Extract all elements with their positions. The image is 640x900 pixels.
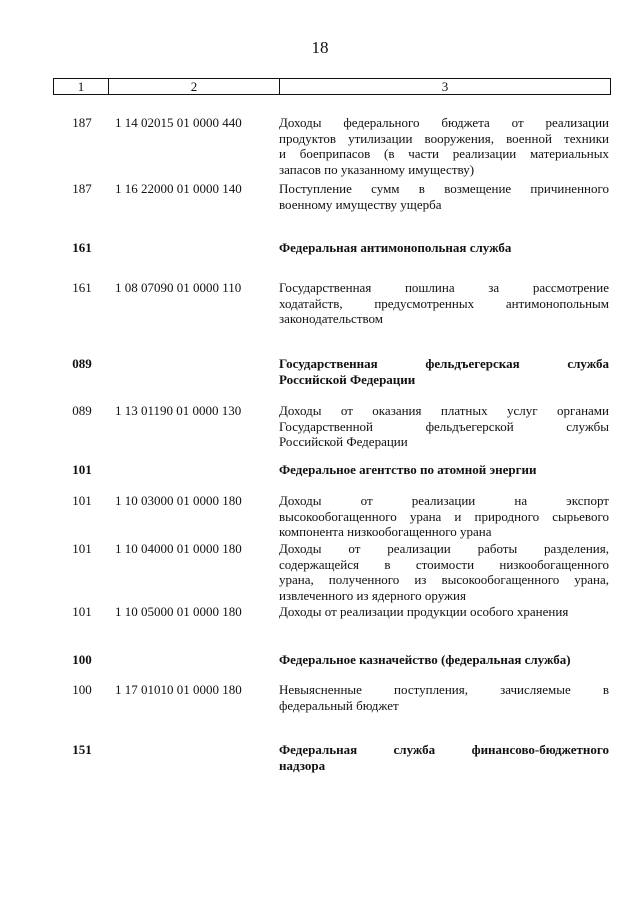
agency-name-line: Федеральная служба финансово-бюджетного — [279, 742, 609, 757]
admin-code: 101 — [72, 604, 92, 619]
description-line: Доходы от реализации на экспорт — [279, 493, 609, 508]
description-line: Поступление сумм в возмещение причиненного — [279, 181, 609, 196]
description-line: содержащейся в стоимости низкообогащенного — [279, 556, 609, 572]
admin-code: 151 — [72, 742, 92, 757]
revenue-description — [279, 493, 609, 540]
budget-code: 1 17 01010 01 0000 180 — [115, 682, 242, 697]
agency-name-line: Федеральное агентство по атомной энергии — [279, 462, 537, 477]
budget-code: 1 13 01190 01 0000 130 — [115, 403, 242, 418]
agency-name — [279, 356, 609, 387]
admin-code: 101 — [72, 493, 92, 508]
admin-code: 101 — [72, 462, 92, 477]
revenue-description — [279, 682, 609, 713]
admin-code: 089 — [72, 356, 92, 371]
description-line: законодательством — [279, 311, 384, 326]
agency-name-line: Федеральное казначейство (федеральная служба) — [279, 652, 571, 667]
revenue-description — [279, 181, 609, 212]
agency-name-line: Федеральная антимонопольная служба — [279, 240, 512, 255]
agency-name — [279, 240, 609, 256]
agency-name-line: Российской Федерации — [279, 371, 416, 387]
description-line: федеральный бюджет — [279, 697, 399, 713]
description-line: урана, полученного из высокообогащенного урана, — [279, 572, 609, 587]
admin-code: 161 — [72, 280, 92, 295]
revenue-description — [279, 403, 609, 450]
header-col-2: 2 — [109, 79, 280, 94]
description-line: Доходы от реализации продукции особого хранения — [279, 604, 569, 619]
table-header — [53, 78, 611, 95]
agency-name — [279, 652, 609, 668]
description-line: Государственной фельдъегерской службы — [279, 418, 609, 434]
admin-code: 101 — [72, 541, 92, 556]
description-line: продуктов утилизации вооружения, военной техники — [279, 130, 609, 146]
description-line: ходатайств, предусмотренных антимонопольным — [279, 295, 609, 311]
revenue-description — [279, 280, 609, 327]
revenue-description — [279, 541, 609, 603]
header-col-1: 1 — [54, 79, 109, 94]
revenue-description — [279, 115, 609, 177]
admin-code: 089 — [72, 403, 92, 418]
budget-code: 1 10 04000 01 0000 180 — [115, 541, 242, 556]
budget-code: 1 08 07090 01 0000 110 — [115, 280, 242, 295]
description-line: компонента низкообогащенного урана — [279, 524, 492, 539]
budget-code: 1 14 02015 01 0000 440 — [115, 115, 242, 130]
agency-name-line: надзора — [279, 757, 326, 773]
agency-name — [279, 742, 609, 773]
description-line: Российской Федерации — [279, 434, 408, 449]
description-line: высокообогащенного урана и природного сырьевого — [279, 508, 609, 524]
admin-code: 161 — [72, 240, 92, 255]
header-col-3: 3 — [441, 79, 449, 94]
description-line: Доходы от реализации работы разделения, — [279, 541, 609, 556]
revenue-description — [279, 604, 609, 620]
description-line: военному имуществу ущерба — [279, 196, 442, 212]
description-line: запасов по указанному имуществу) — [279, 161, 475, 177]
agency-name-line: Государственная фельдъегерская служба — [279, 356, 609, 371]
description-line: Невыясненные поступления, зачисляемые в — [279, 682, 609, 697]
description-line: Государственная пошлина за рассмотрение — [279, 280, 609, 295]
admin-code: 187 — [72, 115, 92, 130]
description-line: извлеченного из ядерного оружия — [279, 587, 466, 603]
description-line: Доходы федерального бюджета от реализации — [279, 115, 609, 130]
agency-name — [279, 462, 609, 478]
budget-code: 1 10 03000 01 0000 180 — [115, 493, 242, 508]
page-number: 18 — [311, 38, 329, 57]
budget-code: 1 10 05000 01 0000 180 — [115, 604, 242, 619]
description-line: Доходы от оказания платных услуг органами — [279, 403, 609, 418]
admin-code: 187 — [72, 181, 92, 196]
admin-code: 100 — [72, 652, 92, 667]
description-line: и боеприпасов (в части реализации материальных — [279, 146, 609, 161]
admin-code: 100 — [72, 682, 92, 697]
budget-code: 1 16 22000 01 0000 140 — [115, 181, 242, 196]
